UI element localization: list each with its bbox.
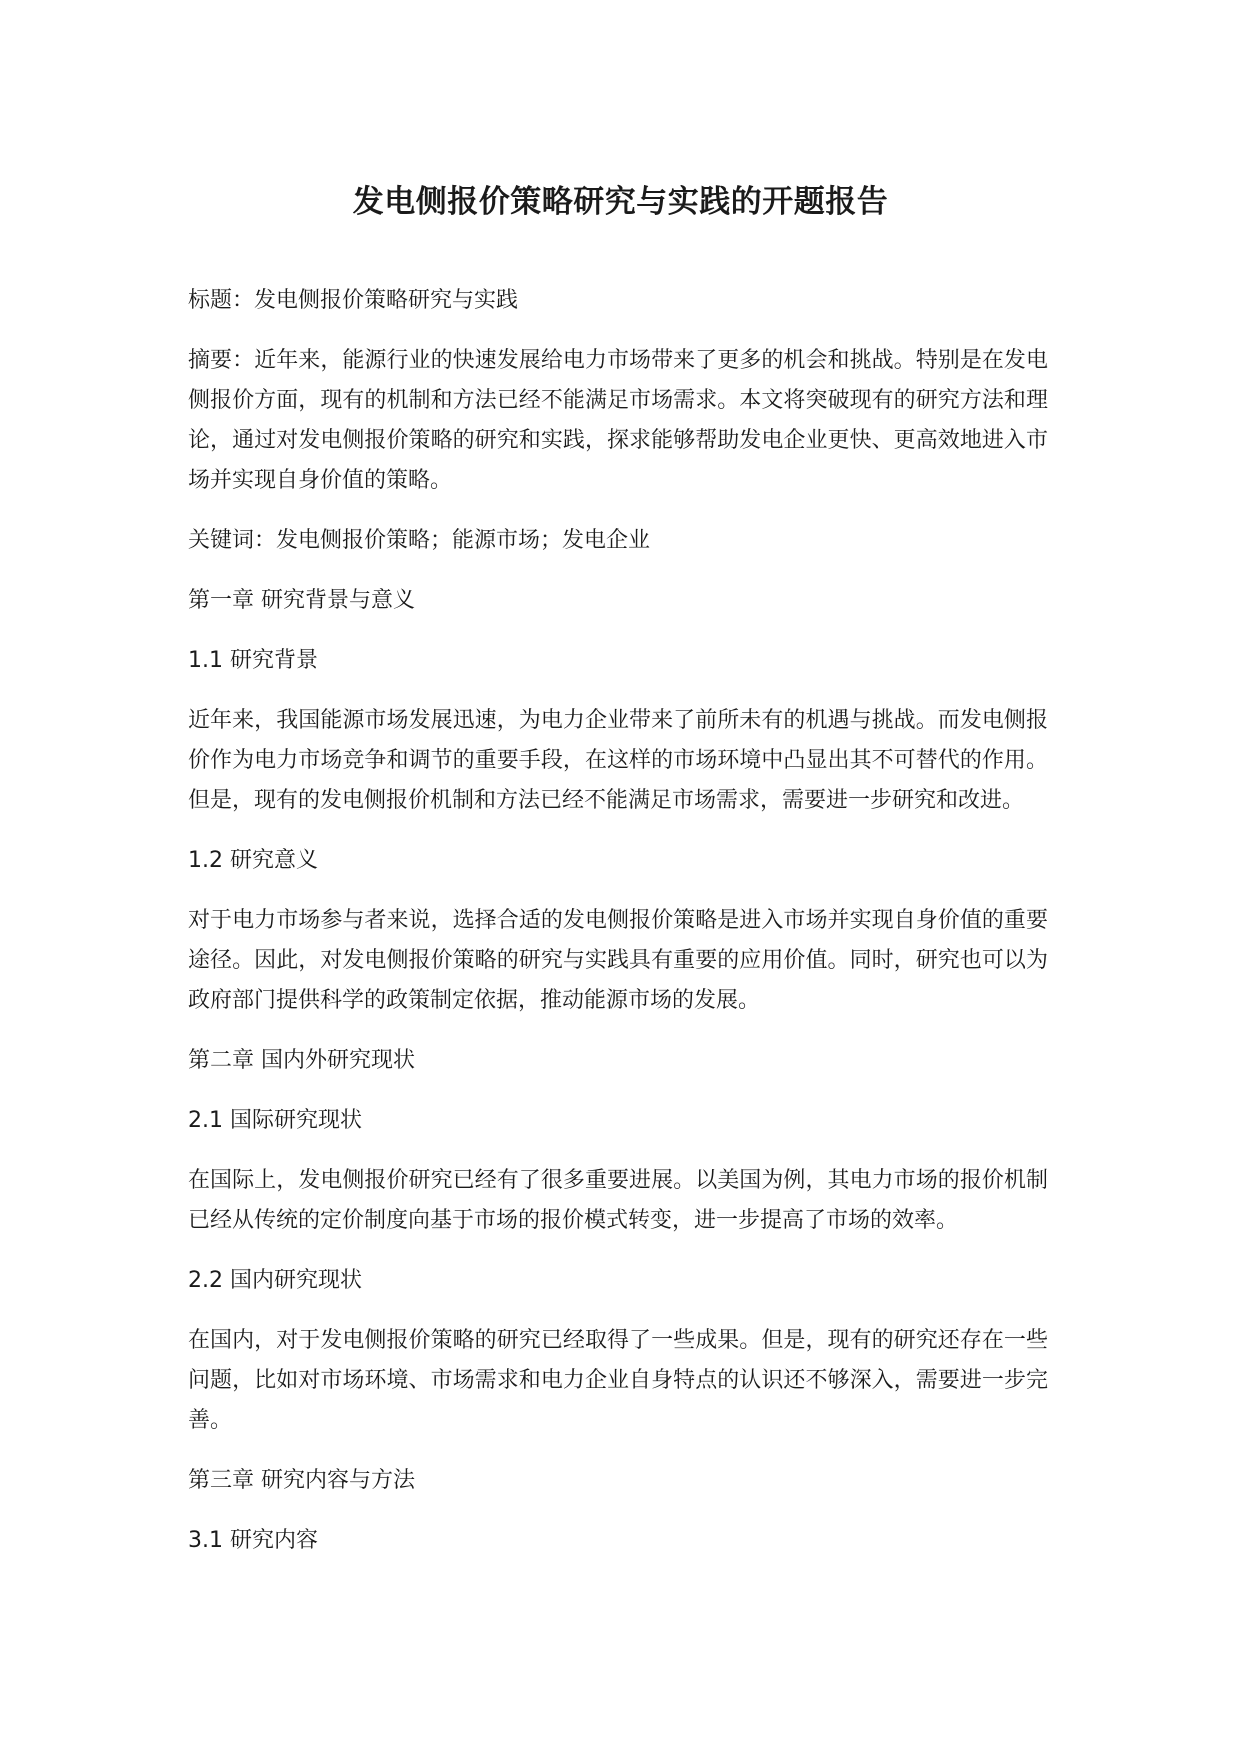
title-line: 标题：发电侧报价策略研究与实践 bbox=[188, 288, 519, 313]
document-body bbox=[188, 281, 1048, 1581]
section-heading: 3.1 研究内容 bbox=[188, 1528, 318, 1553]
body-paragraph: 在国内，对于发电侧报价策略的研究已经取得了一些成果。但是，现有的研究还存在一些问题，比如对市场环境、市场需求和电力企业自身特点的认识还不够深入，需要进一步完善。 bbox=[188, 1328, 1048, 1433]
body-paragraph: 在国际上，发电侧报价研究已经有了很多重要进展。以美国为例，其电力市场的报价机制已经从传统的定价制度向基于市场的报价模式转变，进一步提高了市场的效率。 bbox=[188, 1168, 1048, 1233]
chapter-heading: 第三章 研究内容与方法 bbox=[188, 1468, 415, 1493]
abstract-paragraph: 摘要：近年来，能源行业的快速发展给电力市场带来了更多的机会和挑战。特别是在发电侧报价方面，现有的机制和方法已经不能满足市场需求。本文将突破现有的研究方法和理论，通过对发电侧报价策略的研究和实践，探求能够帮助发电企业更快、更高效地进入市场并实现自身价值的策略。 bbox=[188, 348, 1048, 493]
document-title: 发电侧报价策略研究与实践的开题报告 bbox=[352, 184, 889, 220]
body-paragraph: 近年来，我国能源市场发展迅速，为电力企业带来了前所未有的机遇与挑战。而发电侧报价作为电力市场竞争和调节的重要手段，在这样的市场环境中凸显出其不可替代的作用。但是，现有的发电侧报价机制和方法已经不能满足市场需求，需要进一步研究和改进。 bbox=[188, 708, 1048, 813]
body-paragraph: 对于电力市场参与者来说，选择合适的发电侧报价策略是进入市场并实现自身价值的重要途径。因此，对发电侧报价策略的研究与实践具有重要的应用价值。同时，研究也可以为政府部门提供科学的政策制定依据，推动能源市场的发展。 bbox=[188, 908, 1048, 1013]
section-heading: 2.2 国内研究现状 bbox=[188, 1268, 362, 1293]
section-heading: 1.1 研究背景 bbox=[188, 648, 318, 673]
keywords-line: 关键词：发电侧报价策略；能源市场；发电企业 bbox=[188, 528, 651, 553]
section-heading: 2.1 国际研究现状 bbox=[188, 1108, 362, 1133]
chapter-heading: 第一章 研究背景与意义 bbox=[188, 588, 415, 613]
chapter-heading: 第二章 国内外研究现状 bbox=[188, 1048, 415, 1073]
section-heading: 1.2 研究意义 bbox=[188, 848, 318, 873]
